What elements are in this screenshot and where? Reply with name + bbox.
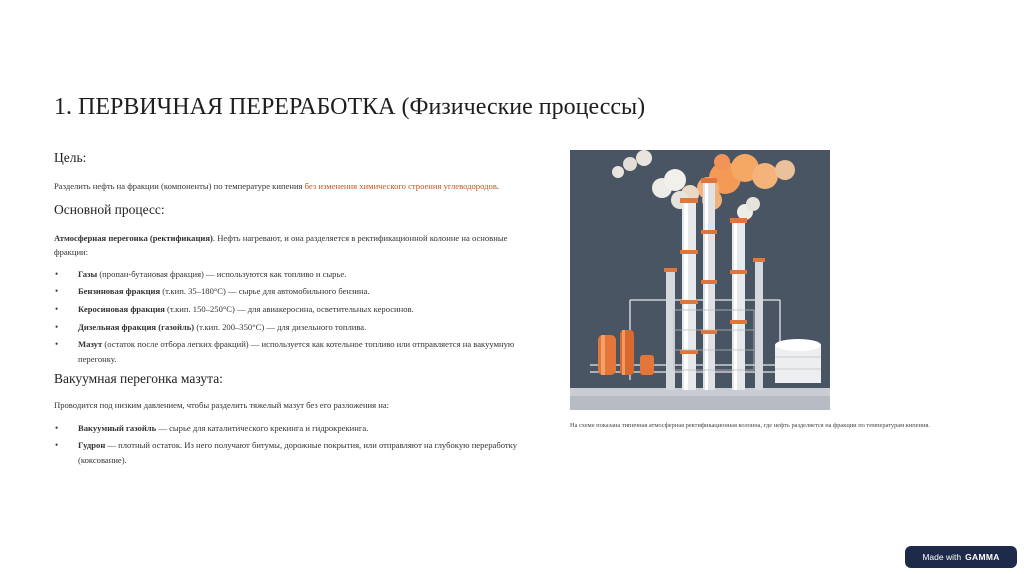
goal-heading: Цель: [54, 150, 87, 165]
list-item-desc: (т.кип. 150–250°C) — для авиакеросина, осветительных керосинов. [164, 303, 414, 314]
goal-text-end: . [496, 181, 500, 191]
main-process-intro-bold: Атмосферная перегонка (ректификация) [54, 232, 213, 243]
goal-highlight: без изменения химического строения углеводородов [304, 181, 497, 191]
list-item-term: Бензиновая фракция [78, 286, 161, 297]
goal-text-main: Разделить нефть на фракции (компоненты) по температуре кипения [54, 181, 305, 191]
list-item-vacuum-gasoil [54, 421, 534, 436]
list-item-term: Газы [78, 268, 98, 279]
list-item-fuel-oil [54, 337, 534, 366]
figure-caption: На схеме показана типичная атмосферная ректификационная колонна, где нефть разделяется на фракции по температурам кипения. [570, 422, 930, 429]
list-item-term: Керосиновая фракция [78, 303, 165, 314]
badge-prefix: Made with [922, 552, 962, 562]
goal-text [54, 179, 534, 194]
vacuum-heading: Вакуумная перегонка мазута: [54, 371, 223, 387]
refinery-illustration [570, 150, 830, 410]
main-process-intro-rest: . Нефть нагревают, и она разделяется в ректификационной колонне на основные фракции: [54, 232, 508, 257]
list-item-gases [54, 267, 534, 282]
list-item-desc: — сырье для каталитического крекинга и гидрокрекинга. [156, 422, 369, 433]
list-item-kerosene [54, 302, 534, 317]
list-item-desc: (остаток после отбора легких фракций) — используется как котельное топливо или отправляется на вакуумную перегонку. [78, 339, 515, 364]
list-item-diesel [54, 320, 534, 335]
vacuum-list [54, 421, 534, 468]
list-item-desc: (т.кип. 200–350°C) — для дизельного топлива. [194, 321, 367, 332]
made-with-gamma-badge[interactable] [905, 546, 1017, 568]
vacuum-intro: Проводится под низким давлением, чтобы разделить тяжелый мазут без его разложения на: [54, 400, 390, 411]
list-item-term: Мазут [78, 339, 103, 350]
slide-title: 1. ПЕРВИЧНАЯ ПЕРЕРАБОТКА (Физические процессы) [54, 94, 646, 120]
list-item-term: Вакуумный газойль [78, 422, 157, 433]
gamma-logo-text: GAMMA [965, 552, 1000, 562]
list-item-tar [54, 438, 534, 467]
list-item-gasoline [54, 284, 534, 299]
main-process-heading: Основной процесс: [54, 201, 165, 217]
main-process-intro [54, 231, 534, 260]
list-item-desc: — плотный остаток. Из него получают битумы, дорожные покрытия, или отправляют на глубокую переработку (коксование). [78, 440, 518, 465]
list-item-term: Гудрон [78, 440, 106, 451]
fractions-list [54, 267, 534, 367]
storage-tank [775, 339, 821, 383]
list-item-desc: (т.кип. 35–180°C) — сырье для автомобильного бензина. [160, 286, 370, 297]
list-item-desc: (пропан-бутановая фракция) — используются как топливо и сырье. [97, 268, 347, 279]
content-column [54, 150, 534, 470]
list-item-term: Дизельная фракция (газойль) [78, 321, 195, 332]
